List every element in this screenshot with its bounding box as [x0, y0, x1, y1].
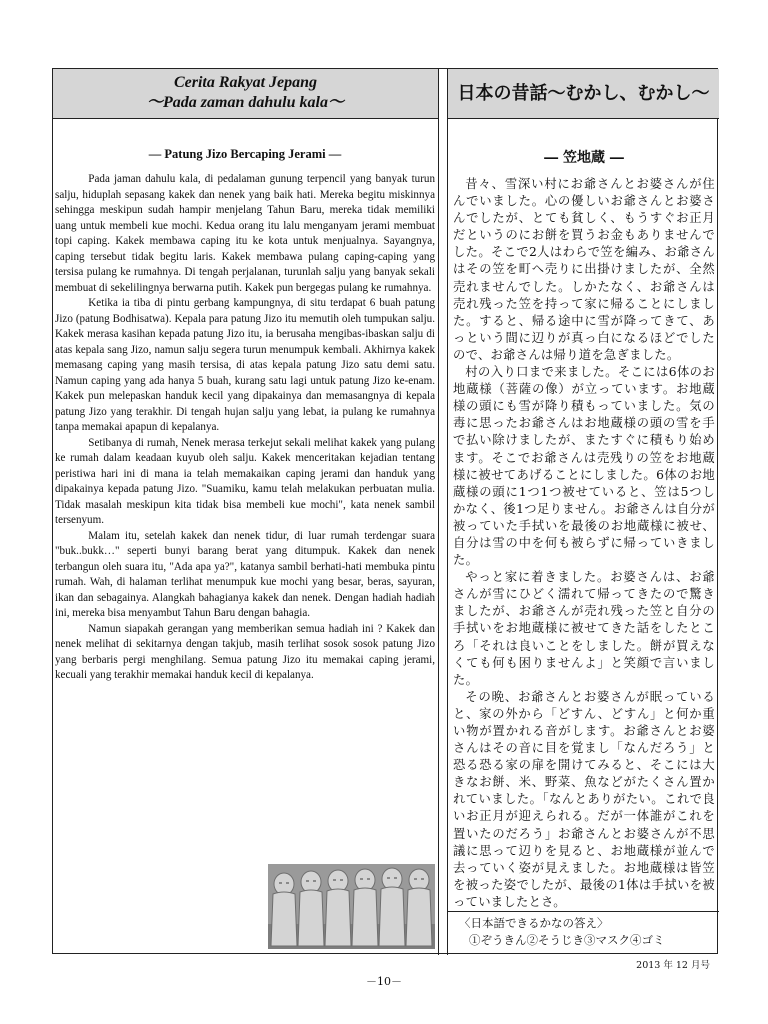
indonesian-paragraph: Malam itu, setelah kakek dan nenek tidur, di luar rumah terdengar suara "buk..bukk…" seperti bunyi barang berat yang ditumpuk. Kakek dan nenek terbangun oleh suara itu, "Ada apa ya?", katanya sambil berhati-hati membuka pintu rumah. Wah, di halaman terlihat menumpuk kue mochi yang besar, beras, sayuran, ikan dan sebagainya. Alangkah bahagianya kakek dan nenek. Dengan hadiah hadiah ini, mereka bisa menyambut Tahun Baru dengan bahagia.: [55, 529, 435, 619]
answers-line: ①ぞうきん②そうじき③マスク④ゴミ: [469, 933, 665, 947]
page-number: －10－: [366, 975, 402, 988]
header-left: [53, 69, 438, 119]
header-right: 日本の昔話～むかし、むかし～: [447, 69, 719, 119]
left-title-line2: ～Pada zaman dahulu kala～: [147, 94, 344, 111]
japanese-column: [453, 147, 715, 911]
quiz-answers-box: [447, 911, 719, 955]
indonesian-paragraph: Namun siapakah gerangan yang memberikan semua hadiah ini ? Kakek dan nenek melihat di sekitarnya dengan takjub, masih terlihat sosok sosok patung Jizo yang berbaris pergi menghilang. Semua patung Jizo itu memakai caping jerami, kecuali yang terakhir memakai handuk kecil di kepalanya.: [55, 622, 435, 681]
indonesian-paragraph: Setibanya di rumah, Nenek merasa terkejut sekali melihat kakek yang pulang ke rumah dalam keadaan kuyub oleh salju. Kakek menceritakan kejadian tentang peristiwa hari ini di mana ia telah memakaikan caping jerami dan handuk yang dipakainya kepada patung Jizo. "Suamiku, kamu telah melakukan perbuatan mulia. Tidak masalah meskipun kita tidak bisa membeli kue mochi", kata nenek sambil tersenyum.: [55, 436, 435, 526]
japanese-paragraph: その晩、お爺さんとお婆さんが眠っていると、家の外から「どすん、どすん」と何か重い物が置かれる音がします。お爺さんとお婆さんはその音に目を覚まし「なんだろう」と恐る恐る家の扉を開けてみると、そこには大きなお餅、米、野菜、魚などがたくさん置かれていました。「なんとありがたい。これで良いお正月が迎えられる。だが一体誰がこれを置いたのだろう」お爺さんとお婆さんが不思議に思って辺りを見ると、お地蔵様が並んで去っていく姿が見えました。お地蔵様は皆笠を被った姿でしたが、最後の1体は手拭いを被っていましたとさ。: [453, 689, 715, 909]
indonesian-subtitle: ― Patung Jizo Bercaping Jerami ―: [148, 147, 342, 161]
jizo-statues-photo: [268, 864, 435, 949]
column-divider-right: [447, 69, 448, 955]
footer-rule: [52, 953, 718, 954]
japanese-subtitle: ― 笠地蔵 ―: [544, 150, 624, 166]
left-title-line1: Cerita Rakyat Jepang: [173, 74, 318, 91]
newsletter-frame: [52, 68, 718, 954]
answers-title: 〈日本語できるかなの答え〉: [459, 916, 609, 930]
indonesian-paragraph: Ketika ia tiba di pintu gerbang kampungnya, di situ terdapat 6 buah patung Jizo (patung Bodhisatwa). Kepala para patung Jizo itu memutih oleh tumpukan salju. Kakek merasa kasihan kepada patung Jizo itu, ia berusaha mengibas-ibaskan salju di atas kepala sang Jizo, namun salju segera turun menumpuk kembali. Akhirnya kakek memasang caping yang masih tersisa, di atas kepala patung Jizo satu demi satu. Namun caping yang ada hanya 5 buah, kurang satu lagi untuk patung Jizo ke-enam. Kakek pun melepaskan handuk kecil yang dipakainya dan memasangnya di kepala patung Jizo yang terakhir. Di tengah hujan salju yang lebat, ia pulang ke rumahnya tanpa memakai apapun di kepalanya.: [55, 297, 435, 433]
japanese-paragraph: 昔々、雪深い村にお爺さんとお婆さんが住んでいました。心の優しいお爺さんとお婆さんでしたが、とても貧しく、もうすぐお正月だというのにお餅を買うお金もありませんでした。そこで2人はわらで笠を編み、お爺さんはその笠を町へ売りに出掛けましたが、全然売れませんでした。しかたなく、お爺さんは売れ残った笠を持って家に帰ることにしました。すると、帰る途中に雪が降ってきて、あっという間に辺りが真っ白になるほどでしたので、お爺さんは帰り道を急ぎました。: [453, 177, 715, 362]
japanese-paragraph: やっと家に着きました。お婆さんは、お爺さんが雪にひどく濡れて帰ってきたので驚きましたが、お爺さんが売れ残った笠と自分の手拭いをお地蔵様に被せてきた話をしたところ「それは良いことをしました。餅が買えなくても何も困りませんよ」と笑顔で言いました。: [453, 570, 715, 687]
indonesian-paragraph: Pada jaman dahulu kala, di pedalaman gunung terpencil yang banyak turun salju, hiduplah sepasang kakek dan nenek yang baik hati. Mereka begitu miskinnya sehingga meskipun sudah hampir menjelang Tahun Baru, mereka tidak memiliki uang untuk membeli kue mochi. Kedua orang itu lalu menganyam jerami membuat topi caping. Kakek membawa caping itu ke kota untuk menjualnya. Sayangnya, caping tersebut tidak begitu laris. Kakek membawa pulang caping-caping yang tersisa pulang ke rumahnya. Di tengah perjalanan, turunlah salju yang banyak sekali membuat di sekelilingnya berwarna putih. Kakek pun bergegas pulang ke rumahnya.: [55, 173, 435, 294]
japanese-paragraph: 村の入り口まで来ました。そこには6体のお地蔵様（菩薩の像）が立っています。お地蔵様の頭にも雪が降り積もっていました。気の毒に思ったお爺さんはお地蔵様の頭の雪を手で払い除けましたが、またすぐに積もり始めます。そこでお爺さんは売残りの笠をお地蔵様に被せてあげることにしました。6体のお地蔵様の頭に1つ1つ被せていると、笠は5つしかなく、後1つ足りません。お爺さんは自分が被っていた手拭いを最後のお地蔵様に被せ、自分は雪の中を何も被らずに帰っていきました。: [453, 365, 715, 568]
indonesian-column: [55, 147, 435, 684]
issue-date: 2013 年 12 月号: [636, 960, 710, 971]
column-divider-left: [438, 69, 439, 955]
